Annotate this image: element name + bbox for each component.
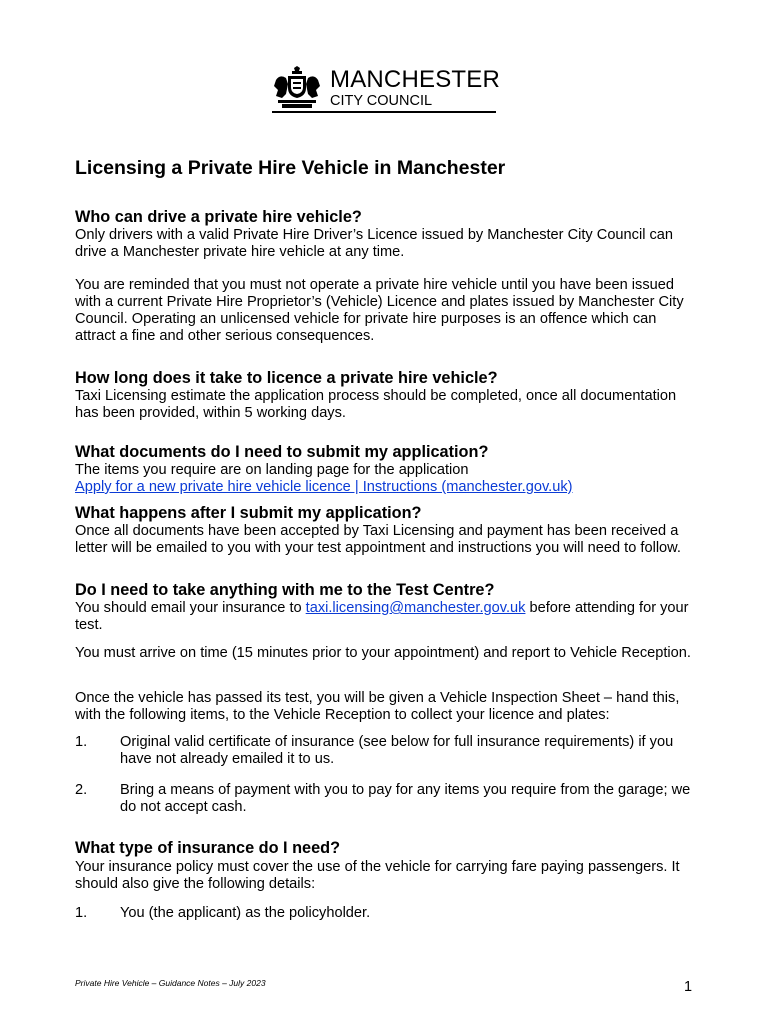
coat-of-arms-icon — [272, 66, 322, 110]
logo-underline — [272, 111, 496, 113]
logo-line1: MANCHESTER — [330, 66, 501, 93]
page-title: Licensing a Private Hire Vehicle in Manchester — [75, 157, 506, 179]
heading-testcentre: Do I need to take anything with me to the Test Centre? — [75, 581, 495, 599]
who-paragraph-2: You are reminded that you must not operate a private hire vehicle until you have been issued with a current Private Hire Proprietor’s (Vehicle) Licence and plates issued by Manchester City Council. Operating an unlicensed vehicle for private hire purposes is an offence which can attract a fine and other serious consequences. — [75, 277, 684, 344]
list-text: Original valid certificate of insurance (see below for full insurance requirements) if you have not already emailed it to us. — [120, 734, 674, 767]
testcentre-p1-after: before attending for your test. — [75, 600, 689, 633]
heading-documents: What documents do I need to submit my application? — [75, 443, 489, 461]
after-paragraph: Once all documents have been accepted by Taxi Licensing and payment has been received a letter will be emailed to you with your test appointment and instructions you will need to follow. — [75, 523, 681, 556]
logo-line2: CITY COUNCIL — [330, 93, 433, 109]
heading-insurance: What type of insurance do I need? — [75, 839, 341, 857]
list-text: You (the applicant) as the policyholder. — [120, 905, 371, 921]
apply-licence-link[interactable]: Apply for a new private hire vehicle licence | Instructions (manchester.gov.uk) — [75, 479, 573, 495]
list-number: 1. — [75, 905, 88, 921]
testcentre-paragraph-1 — [75, 600, 700, 634]
heading-who: Who can drive a private hire vehicle? — [75, 208, 362, 226]
who-paragraph-1: Only drivers with a valid Private Hire Driver’s Licence issued by Manchester City Council can drive a Manchester private hire vehicle at any time. — [75, 227, 674, 260]
council-logo — [272, 66, 501, 114]
list-text: Bring a means of payment with you to pay for any items you require from the garage; we do not accept cash. — [120, 782, 691, 815]
howlong-paragraph: Taxi Licensing estimate the application process should be completed, once all documentation has been provided, within 5 working days. — [75, 388, 677, 421]
testcentre-paragraph-2: You must arrive on time (15 minutes prior to your appointment) and report to Vehicle Reception. — [75, 645, 691, 661]
insurance-paragraph: Your insurance policy must cover the use of the vehicle for carrying fare paying passengers. It should also give the following details: — [75, 859, 680, 892]
documents-paragraph: The items you require are on landing page for the application — [75, 462, 469, 478]
testcentre-paragraph-3: Once the vehicle has passed its test, you will be given a Vehicle Inspection Sheet – hand this, with the following items, to the Vehicle Reception to collect your licence and plates: — [75, 690, 680, 723]
page-number: 1 — [684, 979, 693, 995]
list-number: 2. — [75, 782, 88, 798]
testcentre-p1-before: You should email your insurance to — [75, 600, 306, 616]
heading-after: What happens after I submit my application? — [75, 504, 422, 522]
heading-howlong: How long does it take to licence a private hire vehicle? — [75, 369, 498, 387]
list-number: 1. — [75, 734, 88, 750]
email-link[interactable]: taxi.licensing@manchester.gov.uk — [305, 600, 526, 616]
footer-note: Private Hire Vehicle – Guidance Notes – July 2023 — [75, 978, 266, 988]
